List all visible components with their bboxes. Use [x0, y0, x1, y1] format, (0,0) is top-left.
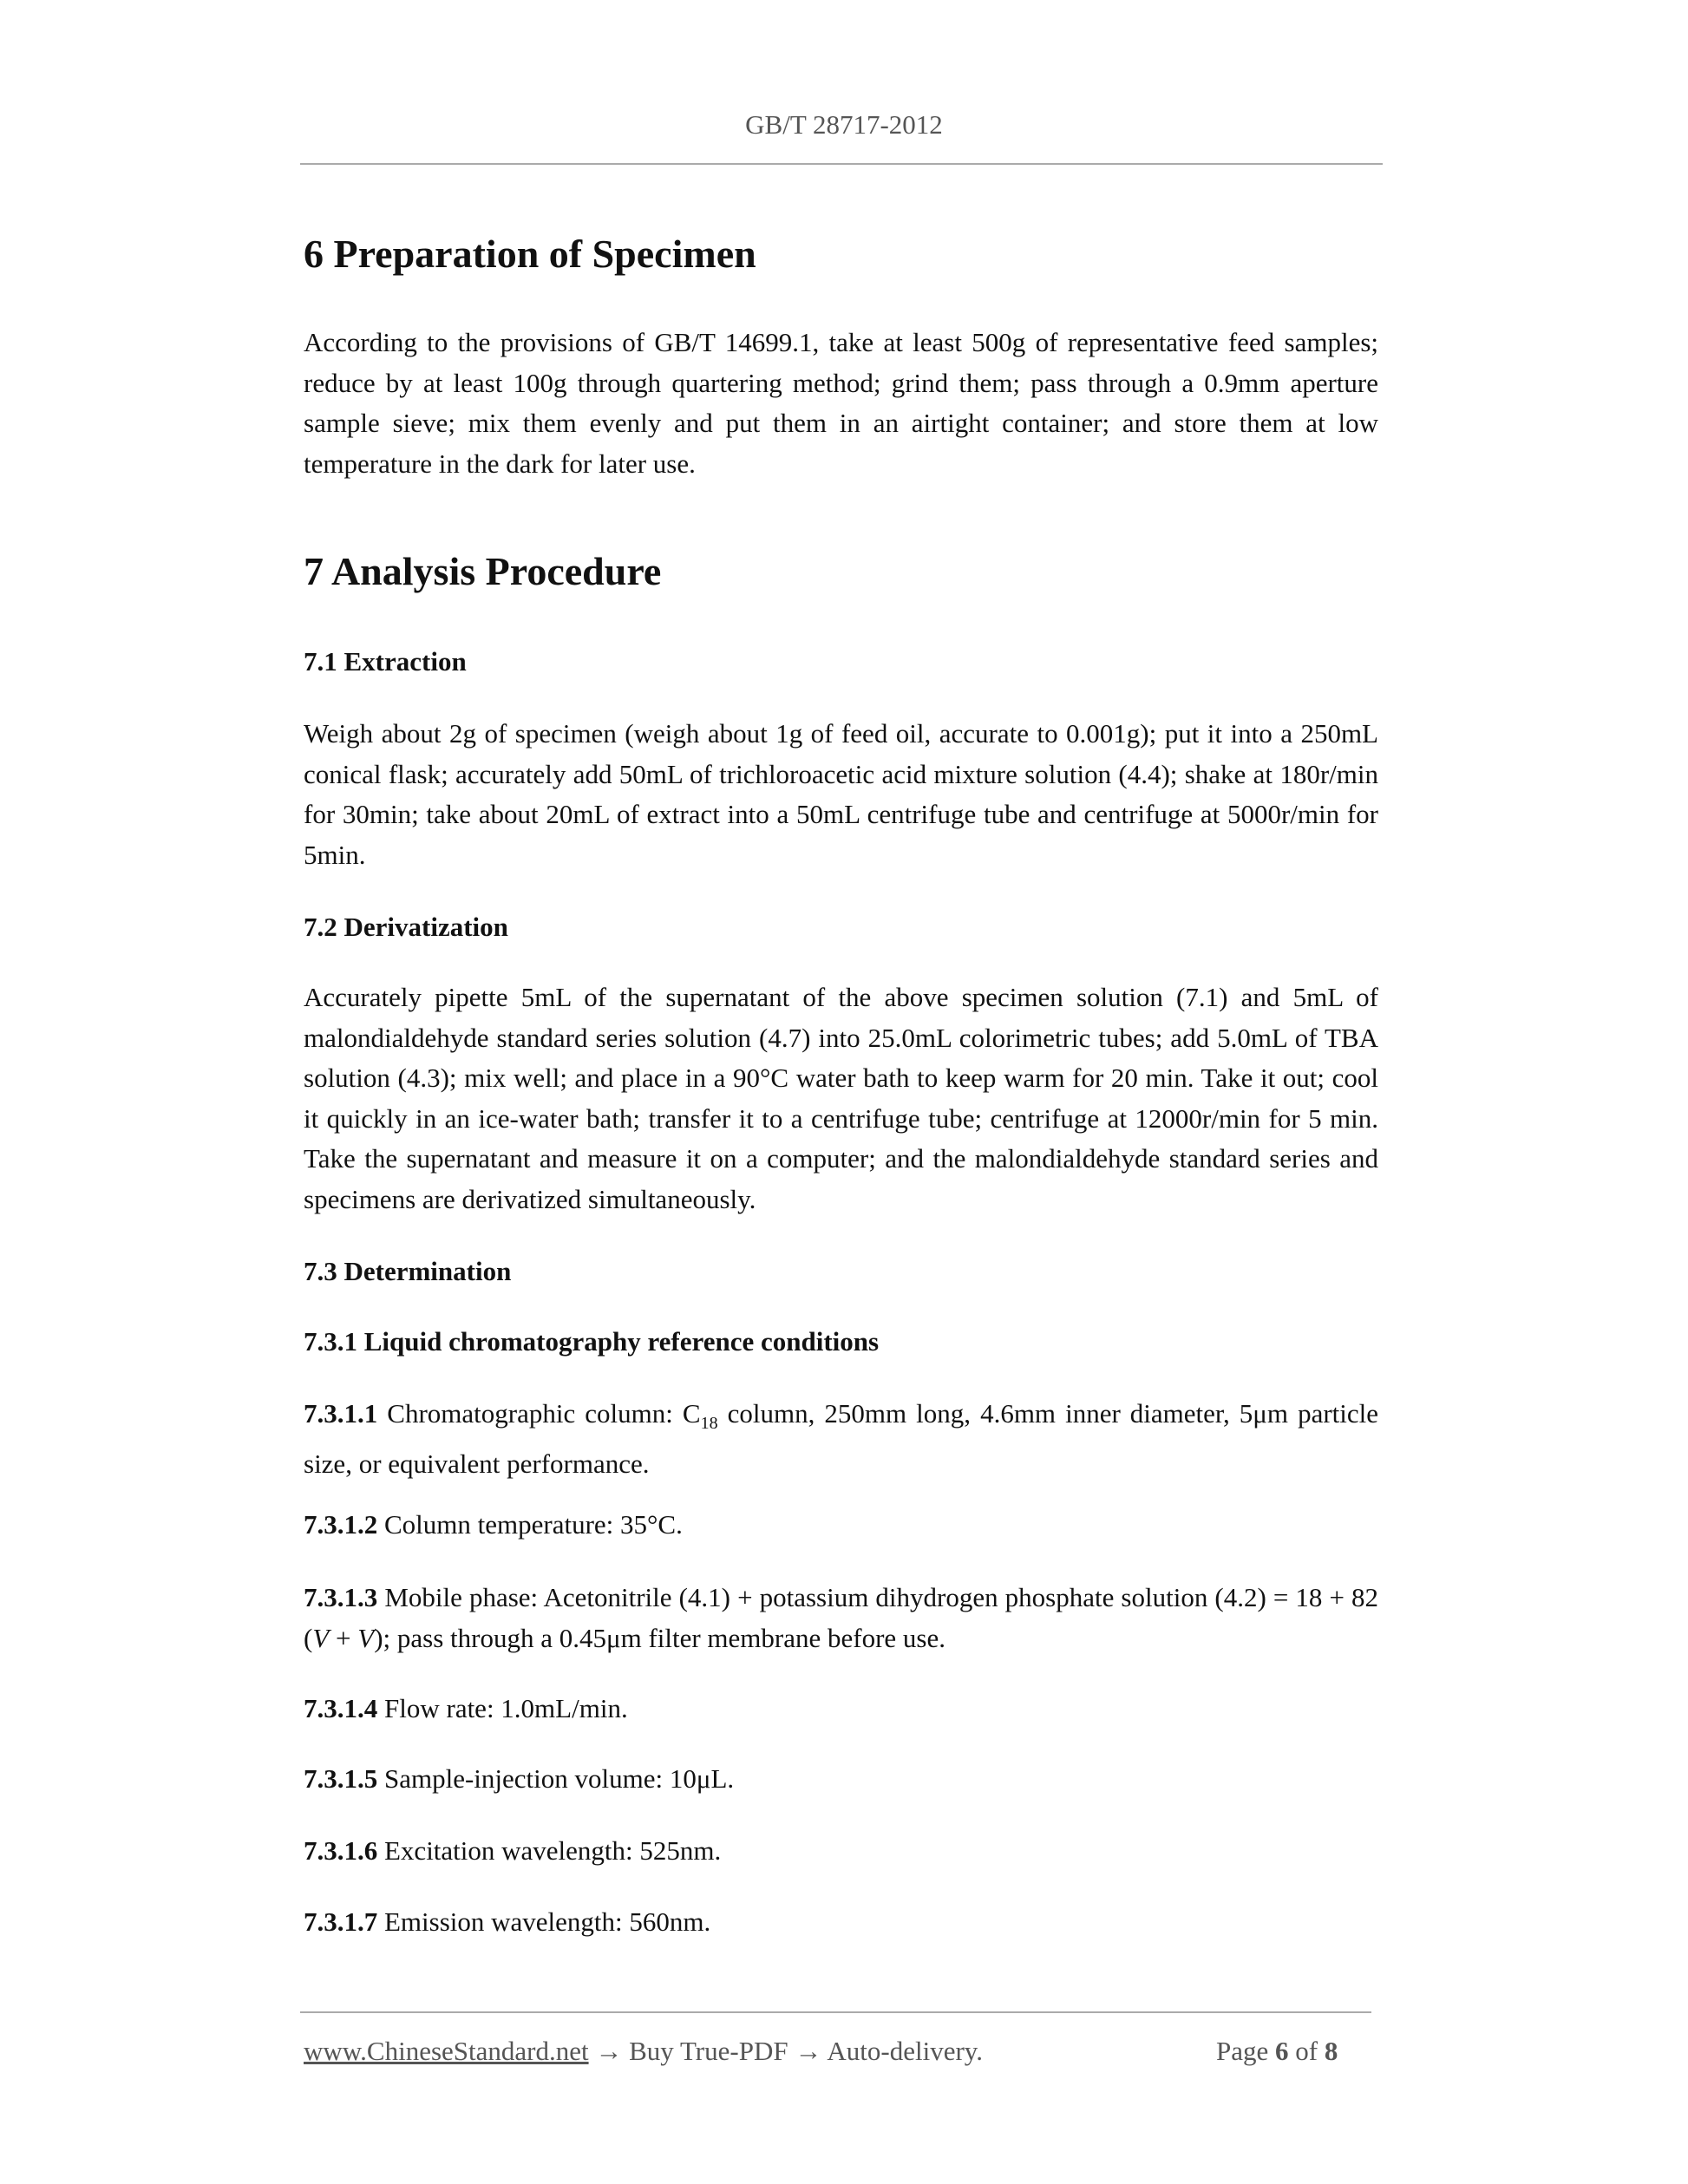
section-7-1-heading: 7.1 Extraction: [304, 646, 467, 677]
section-7-heading: 7 Analysis Procedure: [304, 549, 662, 593]
footer-promo: www.ChineseStandard.net → Buy True-PDF → Auto-delivery.: [304, 2036, 984, 2066]
footer-divider: [300, 2011, 1371, 2013]
item-7-3-1-5: 7.3.1.5 Sample-injection volume: 10μL.: [304, 1763, 735, 1794]
item-7-3-1-7: 7.3.1.7 Emission wavelength: 560nm.: [304, 1906, 711, 1937]
item-7-3-1-1: 7.3.1.1 Chromatographic column: $C_{18}$ column, 250mm long, 4.6mm inner diameter, 5μm particle size, or equivalent performance.: [304, 1398, 1379, 1479]
header-divider: [300, 163, 1383, 165]
item-7-3-1-4: 7.3.1.4 Flow rate: 1.0mL/min.: [304, 1693, 628, 1723]
page-indicator: Page 6 of 8: [1216, 2036, 1338, 2066]
section-7-3-1-heading: 7.3.1 Liquid chromatography reference conditions: [304, 1326, 880, 1357]
section-7-3-heading: 7.3 Determination: [304, 1256, 512, 1286]
item-7-3-1-3: 7.3.1.3 Mobile phase: Acetonitrile (4.1) + potassium dihydrogen phosphate solution (4.2) = 18 + 82 (V + V); pass through a 0.45μm filter membrane before use.: [304, 1582, 1379, 1653]
item-7-3-1-6: 7.3.1.6 Excitation wavelength: 525nm.: [304, 1835, 722, 1866]
section-6-heading: 6 Preparation of Specimen: [304, 232, 756, 276]
section-7-2-heading: 7.2 Derivatization: [304, 912, 508, 942]
item-7-3-1-2: 7.3.1.2 Column temperature: 35°C.: [304, 1509, 683, 1540]
section-7-2-body: Accurately pipette 5mL of the supernatant of the above specimen solution (7.1) and 5mL of malondialdehyde standard series solution (4.7) into 25.0mL colorimetric tubes; add 5.0mL of TBA solution (4.3); mix well; and place in a 90°C water bath to keep warm for 20 min. Take it out; cool it quickly in an ice-water bath; transfer it to a centrifuge tube; centrifuge at 12000r/min for 5 min. Take the supernatant and measure it on a computer; and the malondialdehyde standard series and specimens are derivatized simultaneously.: [304, 982, 1378, 1214]
section-6-body: According to the provisions of GB/T 14699.1, take at least 500g of representative feed samples; reduce by at least 100g through quartering method; grind them; pass through a 0.9mm aperture sample sieve; mix them evenly and put them in an airtight container; and store them at low temperature in the dark for later use.: [304, 327, 1378, 479]
section-7-1-body: Weigh about 2g of specimen (weigh about 1g of feed oil, accurate to 0.001g); put it into a 250mL conical flask; accurately add 50mL of trichloroacetic acid mixture solution (4.4); shake at 180r/min for 30min; take about 20mL of extract into a 50mL centrifuge tube and centrifuge at 5000r/min for 5min.: [304, 718, 1378, 870]
chinesestandard-link[interactable]: www.ChineseStandard.net: [304, 2036, 589, 2066]
document-header: GB/T 28717-2012: [745, 109, 943, 140]
